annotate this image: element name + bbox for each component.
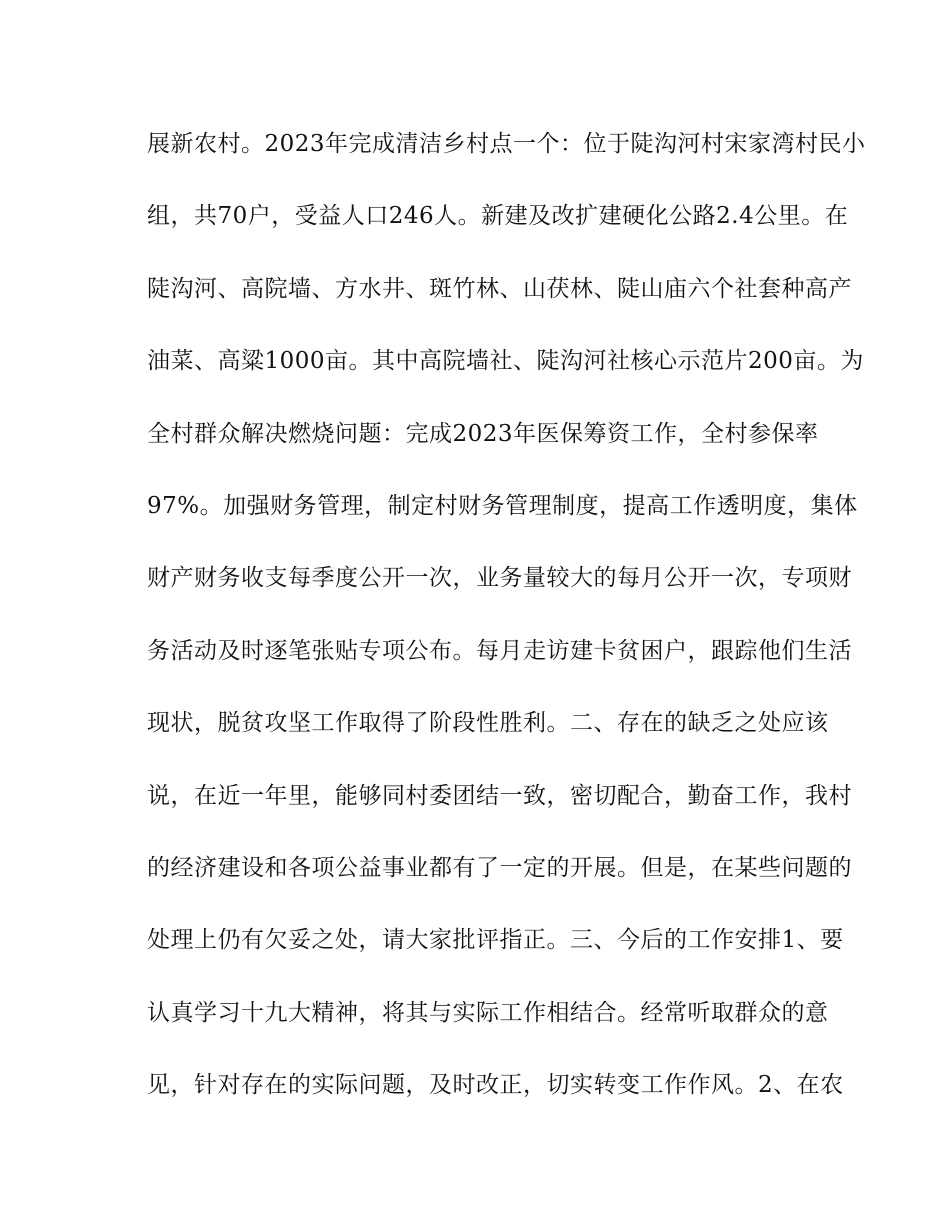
text-line: 油菜、高粱1000亩。其中高院墙社、陡沟河社核心示范片200亩。为 [147,348,864,375]
text-line: 务活动及时逐笔张贴专项公布。每月走访建卡贫困户，跟踪他们生活 [147,637,852,664]
document-body [147,126,866,1139]
text-line: 认真学习十九大精神，将其与实际工作相结合。经常听取群众的意 [147,999,829,1026]
text-line: 财产财务收支每季度公开一次，业务量较大的每月公开一次，专项财 [147,565,852,592]
text-line: 处理上仍有欠妥之处，请大家批评指正。三、今后的工作安排1、要 [147,927,844,954]
text-line: 说，在近一年里，能够同村委团结一致，密切配合，勤奋工作，我村 [147,782,852,809]
text-line: 97%。加强财务管理，制定村财务管理制度，提高工作透明度，集体 [147,492,858,519]
text-line: 全村群众解决燃烧问题：完成2023年医保筹资工作，全村参保率 [147,420,819,447]
text-line: 展新农村。2023年完成清洁乡村点一个：位于陡沟河村宋家湾村民小 [147,131,866,157]
text-line: 组，共70户，受益人口246人。新建及改扩建硬化公路2.4公里。在 [147,203,849,230]
text-line: 的经济建设和各项公益事业都有了一定的开展。但是，在某些问题的 [147,854,852,881]
text-line: 陡沟河、高院墙、方水井、斑竹林、山茯林、陡山庙六个社套种高产 [147,275,852,302]
text-line: 见，针对存在的实际问题，及时改正，切实转变工作作风。2、在农 [147,1072,844,1099]
text-line: 现状，脱贫攻坚工作取得了阶段性胜利。二、存在的缺乏之处应该 [147,710,829,737]
